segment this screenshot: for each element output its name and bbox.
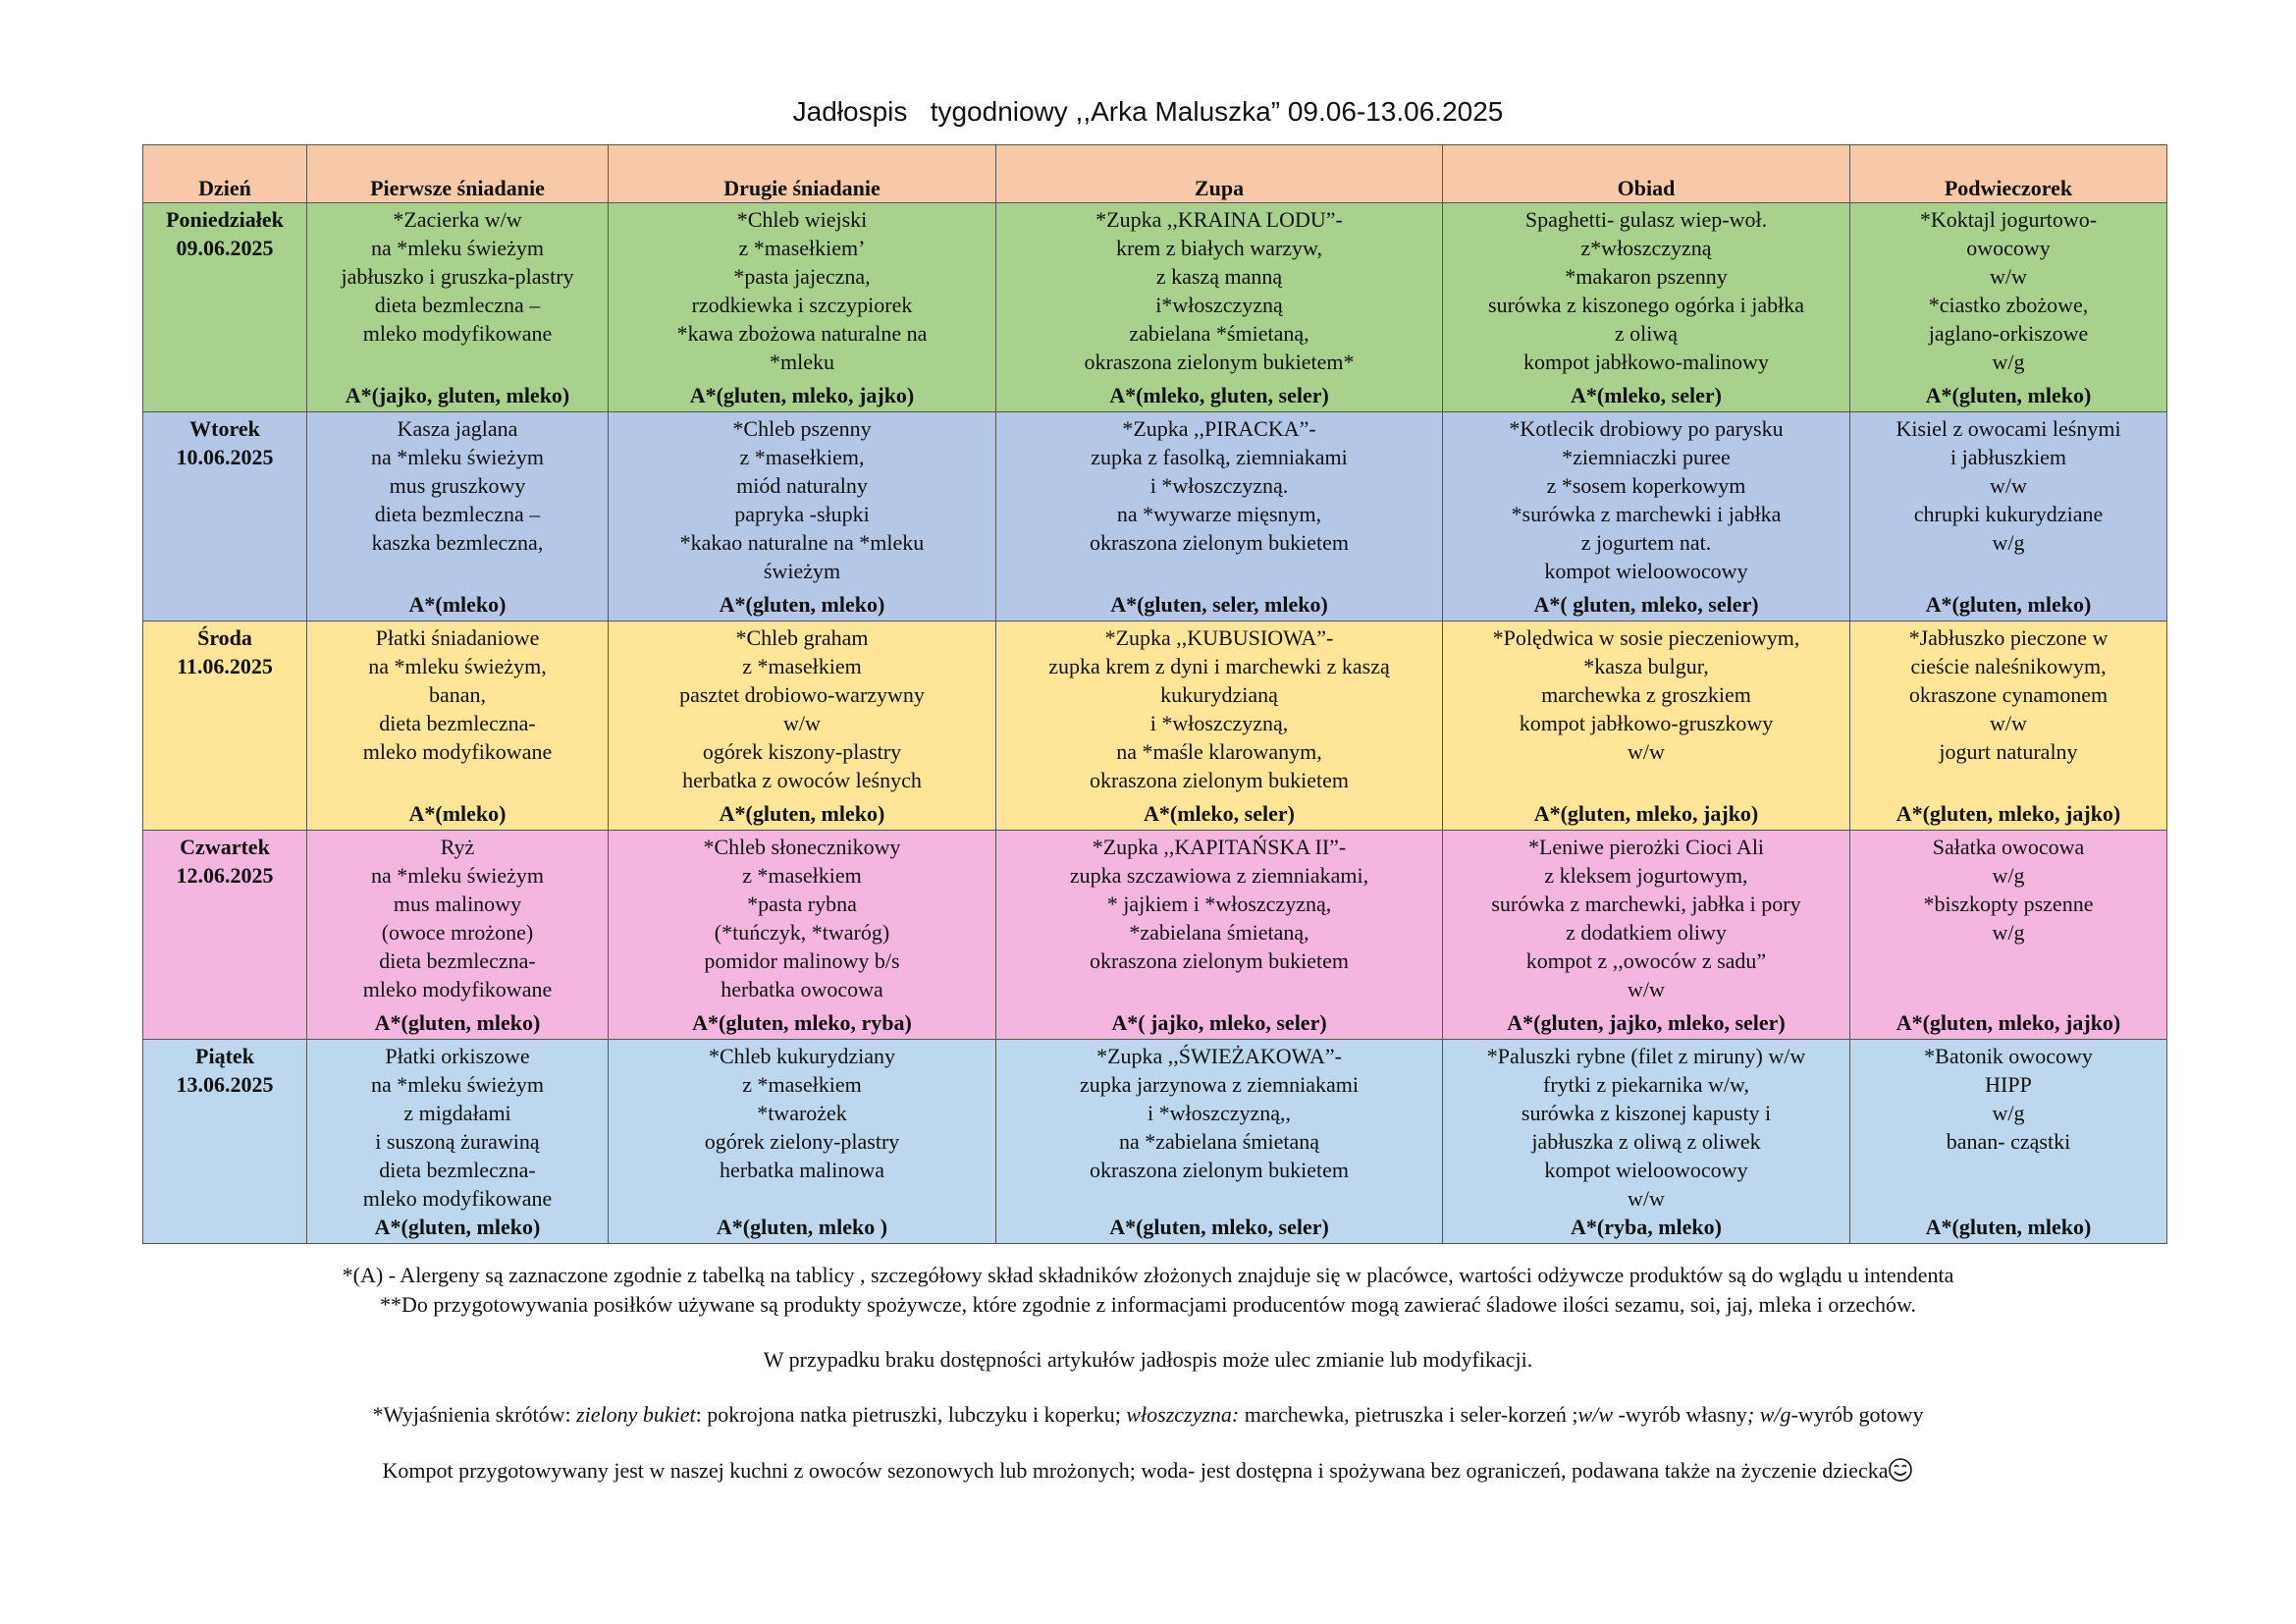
day-cell <box>143 831 307 1040</box>
abbr-def-wg: -wyrób gotowy <box>1790 1402 1924 1427</box>
meal-lines <box>311 833 604 1003</box>
meal-line: pasztet drobiowo-warzywny <box>679 682 925 707</box>
page-title: Jadłospis tygodniowy ,,Arka Maluszka” 09.06-13.06.2025 <box>792 96 1504 127</box>
meal-lines <box>1000 1042 1438 1184</box>
meal-cell-second-breakfast <box>609 831 996 1040</box>
meal-line: na *mleku świeżym <box>371 1072 544 1097</box>
meal-line: *pasta jajeczna, <box>733 264 871 289</box>
meal-lines <box>613 414 991 585</box>
meal-content <box>613 623 991 828</box>
meal-content <box>1854 623 2163 828</box>
meal-content <box>1447 623 1845 828</box>
meal-line: Kisiel z owocami leśnymi <box>1896 416 2121 441</box>
meal-line: *Batonik owocowy <box>1924 1044 2093 1068</box>
meal-line: okraszona zielonym bukietem <box>1090 530 1349 555</box>
allergens-label: A*(mleko, seler) <box>1144 801 1295 826</box>
meal-line: i *włoszczyzną,, <box>1148 1101 1291 1125</box>
meal-content <box>311 1042 604 1241</box>
day-name: Piątek <box>195 1044 254 1068</box>
meal-cell-afternoon-snack <box>1850 622 2167 831</box>
meal-line: w/w <box>1628 1186 1665 1211</box>
meal-cell-first-breakfast <box>307 412 609 622</box>
allergens-label: A*(gluten, jajko, mleko, seler) <box>1507 1010 1786 1035</box>
meal-content <box>1854 414 2163 619</box>
meal-line: *makaron pszenny <box>1565 264 1728 289</box>
meal-line: ogórek zielony-plastry <box>704 1129 900 1154</box>
meal-line: surówka z marchewki, jabłka i pory <box>1491 892 1801 916</box>
meal-line: herbatka malinowa <box>720 1158 884 1182</box>
meal-line: *kasza bulgur, <box>1583 654 1709 678</box>
header-row <box>143 145 2167 203</box>
meal-line: mus malinowy <box>393 892 522 916</box>
meal-lines <box>1854 833 2163 947</box>
meal-line: krem z białych warzyw, <box>1116 236 1322 260</box>
meal-content <box>1000 623 1438 828</box>
day-cell <box>143 412 307 622</box>
meal-line: banan- cząstki <box>1946 1129 2071 1154</box>
meal-line: w/g <box>1992 863 2025 888</box>
abbr-term-wloszczyzna: włoszczyzna: <box>1126 1402 1240 1427</box>
meal-line: w/g <box>1992 920 2025 945</box>
meal-cell-dinner <box>1443 622 1850 831</box>
allergens-label: A*(gluten, mleko) <box>1925 592 2092 617</box>
footer-allergens-note: *(A) - Alergeny są zaznaczone zgodnie z tabelką na tablicy , szczegółowy skład składników złożonych znajduje się w placówce, wartości odżywcze produktów są do wglądu u intendenta <box>342 1263 1954 1287</box>
allergens-label: A*(gluten, mleko) <box>1925 383 2092 407</box>
allergens-label: A*(jajko, gluten, mleko) <box>345 383 570 407</box>
meal-line: rzodkiewka i szczypiorek <box>691 293 913 317</box>
meal-line: *Zupka ,,PIRACKA”- <box>1122 416 1316 441</box>
day-row <box>143 1040 2167 1244</box>
meal-line: okraszona zielonym bukietem <box>1090 948 1349 973</box>
meal-line: cieście naleśnikowym, <box>1910 654 2107 678</box>
meal-line: kompot jabłkowo-malinowy <box>1523 350 1769 374</box>
meal-line: na *mleku świeżym <box>371 863 544 888</box>
meal-line: zabielana *śmietaną, <box>1129 321 1309 346</box>
meal-line: w/g <box>1992 1101 2025 1125</box>
abbr-term-zielony-bukiet: zielony bukiet <box>576 1402 696 1427</box>
meal-content <box>1000 1042 1438 1241</box>
header-soup: Zupa <box>996 145 1443 203</box>
meal-line: z dodatkiem oliwy <box>1566 920 1727 945</box>
meal-lines <box>1000 833 1438 975</box>
meal-lines <box>1447 623 1845 766</box>
meal-lines <box>1854 414 2163 557</box>
meal-line: dieta bezmleczna – <box>374 502 541 526</box>
meal-lines <box>311 205 604 348</box>
meal-lines <box>311 1042 604 1213</box>
meal-line: i *włoszczyzną, <box>1149 711 1289 735</box>
meal-line: w/w <box>1990 711 2027 735</box>
footer-change-note: W przypadku braku dostępności artykułów jadłospis może ulec zmianie lub modyfikacji. <box>763 1347 1533 1372</box>
meal-line: jabłuszko i gruszka-plastry <box>341 264 574 289</box>
meal-cell-dinner <box>1443 412 1850 622</box>
meal-line: Sałatka owocowa <box>1932 835 2085 859</box>
day-row <box>143 622 2167 831</box>
meal-cell-afternoon-snack <box>1850 203 2167 412</box>
meal-lines <box>1447 414 1845 585</box>
meal-cell-soup <box>996 622 1443 831</box>
meal-line: i*włoszczyzną <box>1155 293 1283 317</box>
meal-line: dieta bezmleczna- <box>379 1158 536 1182</box>
day-date: 09.06.2025 <box>176 236 274 260</box>
meal-line: w/w <box>783 711 821 735</box>
meal-line: *Koktajl jogurtowo- <box>1919 207 2098 232</box>
meal-line: kaszka bezmleczna, <box>371 530 544 555</box>
meal-line: *Paluszki rybne (filet z miruny) w/w <box>1486 1044 1806 1068</box>
header-first-breakfast: Pierwsze śniadanie <box>307 145 609 203</box>
meal-lines <box>1000 623 1438 794</box>
meal-content <box>1000 205 1438 409</box>
meal-line: papryka -słupki <box>734 502 870 526</box>
meal-line: na *maśle klarowanym, <box>1116 739 1322 764</box>
day-date: 10.06.2025 <box>176 445 274 469</box>
meal-line: okraszona zielonym bukietem <box>1090 1158 1349 1182</box>
meal-line: mleko modyfikowane <box>362 739 553 764</box>
meal-content <box>1854 833 2163 1037</box>
meal-line: *twarożek <box>757 1101 847 1125</box>
abbr-prefix: *Wyjaśnienia skrótów: <box>372 1402 577 1427</box>
meal-content <box>1854 1042 2163 1241</box>
meal-line: z *masełkiem, <box>739 445 865 469</box>
meal-line: w/w <box>1990 264 2027 289</box>
meal-line: marchewka z groszkiem <box>1541 682 1751 707</box>
day-row <box>143 831 2167 1040</box>
meal-line: z oliwą <box>1614 321 1679 346</box>
day-date: 12.06.2025 <box>176 863 274 888</box>
meal-line: *Chleb kukurydziany <box>708 1044 896 1068</box>
abbr-def-ww: -wyrób własny <box>1613 1402 1747 1427</box>
meal-line: w/w <box>1628 739 1665 764</box>
meal-line: *Zupka ,,KRAINA LODU”- <box>1095 207 1343 232</box>
meal-line: z *masełkiem <box>742 863 862 888</box>
meal-lines <box>311 623 604 766</box>
meal-line: Ryż <box>440 835 475 859</box>
meal-line: z *sosem koperkowym <box>1546 473 1746 498</box>
compote-note-text: Kompot przygotowywany jest w naszej kuchni z owoców sezonowych lub mrożonych; woda- jest dostępna i spożywana bez ograniczeń, podawana także na życzenie dziecka <box>382 1458 1889 1484</box>
meal-content <box>1447 205 1845 409</box>
meal-line: i *włoszczyzną. <box>1149 473 1289 498</box>
allergens-label: A*(gluten, mleko ) <box>716 1215 888 1239</box>
meal-line: z kaszą manną <box>1155 264 1283 289</box>
meal-line: surówka z kiszonej kapusty i <box>1521 1101 1772 1125</box>
meal-lines <box>1447 833 1845 1003</box>
abbr-term-ww: w/w <box>1577 1402 1613 1427</box>
meal-cell-first-breakfast <box>307 1040 609 1244</box>
meal-line: na *zabielana śmietaną <box>1118 1129 1319 1154</box>
allergens-label: A*(gluten, mleko, jajko) <box>1896 1010 2121 1035</box>
day-date: 11.06.2025 <box>177 654 273 678</box>
day-cell <box>143 622 307 831</box>
meal-cell-second-breakfast <box>609 203 996 412</box>
meal-line: *kakao naturalne na *mleku <box>679 530 925 555</box>
meal-lines <box>1447 205 1845 376</box>
header-day: Dzień <box>143 145 307 203</box>
meal-lines <box>1854 1042 2163 1156</box>
meal-content <box>311 833 604 1037</box>
weekly-menu-table <box>142 144 2167 1244</box>
meal-cell-afternoon-snack <box>1850 831 2167 1040</box>
meal-content <box>613 1042 991 1241</box>
allergens-label: A*(gluten, seler, mleko) <box>1110 592 1328 617</box>
abbr-def-zielony-bukiet: : pokrojona natka pietruszki, lubczyku i koperku; <box>695 1402 1127 1427</box>
meal-line: z *masełkiem <box>742 654 862 678</box>
meal-line: z migdałami <box>403 1101 511 1125</box>
meal-content <box>1000 414 1438 619</box>
meal-line: *Zupka ,,KUBUSIOWA”- <box>1104 625 1334 650</box>
allergens-label: A*(mleko, seler) <box>1571 383 1722 407</box>
menu-body <box>143 203 2167 1244</box>
meal-content <box>1854 205 2163 409</box>
meal-line: jaglano-orkiszowe <box>1928 321 2089 346</box>
day-name: Środa <box>197 625 252 650</box>
meal-line: pomidor malinowy b/s <box>704 948 900 973</box>
meal-line: z kleksem jogurtowym, <box>1544 863 1748 888</box>
meal-line: kompot jabłkowo-gruszkowy <box>1519 711 1774 735</box>
meal-lines <box>1854 623 2163 766</box>
meal-line: z jogurtem nat. <box>1580 530 1712 555</box>
meal-content <box>311 414 604 619</box>
meal-line: *ciastko zbożowe, <box>1928 293 2089 317</box>
meal-lines <box>613 623 991 794</box>
meal-line: mleko modyfikowane <box>362 977 553 1001</box>
meal-lines <box>613 833 991 1003</box>
abbr-term-wg: ; w/g <box>1746 1402 1791 1427</box>
meal-line: frytki z piekarnika w/w, <box>1543 1072 1749 1097</box>
allergens-label: A*(mleko) <box>408 592 507 617</box>
meal-line: *Leniwe pierożki Cioci Ali <box>1527 835 1765 859</box>
meal-line: na *wywarze mięsnym, <box>1116 502 1322 526</box>
meal-line: dieta bezmleczna- <box>379 711 536 735</box>
meal-cell-first-breakfast <box>307 622 609 831</box>
meal-line: *kawa zbożowa naturalne na <box>676 321 928 346</box>
meal-line: z*włoszczyzną <box>1580 236 1712 260</box>
meal-line: na *mleku świeżym <box>371 236 544 260</box>
meal-content <box>311 623 604 828</box>
allergens-label: A*(gluten, mleko, seler) <box>1109 1215 1329 1239</box>
meal-line: okraszona zielonym bukietem <box>1090 768 1349 792</box>
day-cell <box>143 1040 307 1244</box>
meal-lines <box>1000 205 1438 376</box>
header-second-breakfast: Drugie śniadanie <box>609 145 996 203</box>
meal-line: *ziemniaczki puree <box>1562 445 1731 469</box>
meal-line: *zabielana śmietaną, <box>1129 920 1309 945</box>
allergens-label: A*(gluten, mleko) <box>1925 1215 2092 1239</box>
meal-line: *Kotlecik drobiowy po parysku <box>1509 416 1784 441</box>
meal-line: i jabłuszkiem <box>1950 445 2066 469</box>
meal-line: surówka z kiszonego ogórka i jabłka <box>1488 293 1804 317</box>
meal-line: *Jabłuszko pieczone w <box>1908 625 2109 650</box>
day-name: Czwartek <box>180 835 270 859</box>
meal-line: banan, <box>428 682 487 707</box>
meal-line: *Zupka ,,KAPITAŃSKA II”- <box>1092 835 1347 859</box>
meal-lines <box>613 1042 991 1184</box>
meal-cell-first-breakfast <box>307 203 609 412</box>
allergens-label: A*(gluten, mleko) <box>719 801 885 826</box>
meal-line: *Chleb wiejski <box>736 207 868 232</box>
meal-line: jogurt naturalny <box>1939 739 2078 764</box>
allergens-label: A*( jajko, mleko, seler) <box>1111 1010 1327 1035</box>
meal-line: *mleku <box>770 350 834 374</box>
smiley-icon <box>1888 1457 1913 1489</box>
meal-cell-second-breakfast <box>609 622 996 831</box>
allergens-label: A*(mleko, gluten, seler) <box>1109 383 1329 407</box>
day-date: 13.06.2025 <box>176 1072 274 1097</box>
meal-line: *Polędwica w sosie pieczeniowym, <box>1492 625 1800 650</box>
meal-line: kukurydzianą <box>1160 682 1278 707</box>
meal-lines <box>1854 205 2163 376</box>
allergens-label: A*(gluten, mleko) <box>374 1215 541 1239</box>
meal-line: w/g <box>1992 350 2025 374</box>
footer-traces-note: **Do przygotowywania posiłków używane są produkty spożywcze, które zgodnie z informacjami producentów mogą zawierać śladowe ilości sezamu, soi, jaj, mleka i orzechów. <box>380 1292 1916 1317</box>
allergens-label: A*(gluten, mleko) <box>374 1010 541 1035</box>
meal-line: Kasza jaglana <box>397 416 518 441</box>
allergens-label: A*(gluten, mleko, jajko) <box>689 383 915 407</box>
allergens-label: A*(mleko) <box>408 801 507 826</box>
meal-line: z *masełkiem’ <box>738 236 866 260</box>
meal-line: kompot z ,,owoców z sadu” <box>1525 948 1767 973</box>
meal-line: chrupki kukurydziane <box>1913 502 2104 526</box>
meal-line: zupka szczawiowa z ziemniakami, <box>1069 863 1369 888</box>
meal-cell-soup <box>996 831 1443 1040</box>
meal-line: w/w <box>1990 473 2027 498</box>
meal-cell-afternoon-snack <box>1850 1040 2167 1244</box>
meal-line: (*tuńczyk, *twaróg) <box>714 920 890 945</box>
meal-content <box>613 414 991 619</box>
meal-line: mus gruszkowy <box>389 473 526 498</box>
meal-line: okraszone cynamonem <box>1908 682 2109 707</box>
meal-line: *Chleb pszenny <box>732 416 872 441</box>
meal-line: mleko modyfikowane <box>362 321 553 346</box>
meal-line: mleko modyfikowane <box>362 1186 553 1211</box>
meal-line: Płatki śniadaniowe <box>375 625 540 650</box>
meal-line: *pasta rybna <box>747 892 857 916</box>
header-dinner: Obiad <box>1443 145 1850 203</box>
meal-line: z *masełkiem <box>742 1072 862 1097</box>
meal-line: na *mleku świeżym, <box>368 654 547 678</box>
meal-line: *Chleb słonecznikowy <box>703 835 901 859</box>
meal-cell-first-breakfast <box>307 831 609 1040</box>
day-row <box>143 412 2167 622</box>
meal-line: dieta bezmleczna – <box>374 293 541 317</box>
meal-line: *surówka z marchewki i jabłka <box>1511 502 1782 526</box>
meal-line: *Chleb graham <box>735 625 869 650</box>
day-name: Poniedziałek <box>166 207 284 232</box>
meal-line: na *mleku świeżym <box>371 445 544 469</box>
meal-content <box>1447 1042 1845 1241</box>
allergens-label: A*( gluten, mleko, seler) <box>1533 592 1759 617</box>
meal-line: Płatki orkiszowe <box>385 1044 530 1068</box>
day-name: Wtorek <box>189 416 260 441</box>
meal-line: herbatka z owoców leśnych <box>682 768 922 792</box>
allergens-label: A*(gluten, mleko, jajko) <box>1533 801 1759 826</box>
meal-content <box>1000 833 1438 1037</box>
allergens-label: A*(gluten, mleko) <box>719 592 885 617</box>
meal-cell-second-breakfast <box>609 412 996 622</box>
meal-lines <box>1000 414 1438 557</box>
meal-line: herbatka owocowa <box>721 977 883 1001</box>
meal-content <box>1447 414 1845 619</box>
meal-line: *Zacierka w/w <box>393 207 522 232</box>
meal-line: świeżym <box>763 559 841 583</box>
meal-line: HIPP <box>1985 1072 2032 1097</box>
abbr-def-wloszczyzna: marchewka, pietruszka i seler-korzeń ; <box>1239 1402 1578 1427</box>
allergens-label: A*(ryba, mleko) <box>1571 1215 1722 1239</box>
meal-line: dieta bezmleczna- <box>379 948 536 973</box>
meal-line: owocowy <box>1966 236 2051 260</box>
meal-line: zupka krem z dyni i marchewki z kaszą <box>1048 654 1390 678</box>
meal-cell-dinner <box>1443 203 1850 412</box>
meal-line: zupka jarzynowa z ziemniakami <box>1079 1072 1360 1097</box>
meal-line: w/g <box>1992 530 2025 555</box>
meal-line: zupka z fasolką, ziemniakami <box>1091 445 1348 469</box>
meal-cell-soup <box>996 1040 1443 1244</box>
header-afternoon-snack: Podwieczorek <box>1850 145 2167 203</box>
meal-line: (owoce mrożone) <box>381 920 534 945</box>
meal-content <box>311 205 604 409</box>
meal-line: okraszona zielonym bukietem* <box>1084 350 1355 374</box>
meal-cell-dinner <box>1443 831 1850 1040</box>
meal-line: *biszkopty pszenne <box>1923 892 2094 916</box>
meal-lines <box>613 205 991 376</box>
meal-cell-soup <box>996 203 1443 412</box>
meal-cell-second-breakfast <box>609 1040 996 1244</box>
footer-abbreviations <box>0 1402 2296 1428</box>
allergens-label: A*(gluten, mleko, ryba) <box>692 1010 912 1035</box>
meal-line: i suszoną żurawiną <box>375 1129 540 1154</box>
allergens-label: A*(gluten, mleko, jajko) <box>1896 801 2121 826</box>
meal-cell-afternoon-snack <box>1850 412 2167 622</box>
meal-line: kompot wieloowocowy <box>1544 559 1748 583</box>
footer-compote-note <box>0 1457 2296 1489</box>
meal-line: * jajkiem i *włoszczyzną, <box>1106 892 1332 916</box>
meal-lines <box>1447 1042 1845 1213</box>
day-row <box>143 203 2167 412</box>
meal-line: jabłuszka z oliwą z oliwek <box>1531 1129 1761 1154</box>
meal-line: miód naturalny <box>736 473 868 498</box>
meal-cell-soup <box>996 412 1443 622</box>
meal-line: ogórek kiszony-plastry <box>702 739 902 764</box>
meal-line: *Zupka ,,ŚWIEŻAKOWA”- <box>1096 1044 1342 1068</box>
meal-line: Spaghetti- gulasz wiep-woł. <box>1524 207 1768 232</box>
meal-cell-dinner <box>1443 1040 1850 1244</box>
meal-line: kompot wieloowocowy <box>1544 1158 1748 1182</box>
meal-line: w/w <box>1628 977 1665 1001</box>
day-cell <box>143 203 307 412</box>
meal-lines <box>311 414 604 557</box>
meal-content <box>613 205 991 409</box>
meal-content <box>1447 833 1845 1037</box>
meal-content <box>613 833 991 1037</box>
